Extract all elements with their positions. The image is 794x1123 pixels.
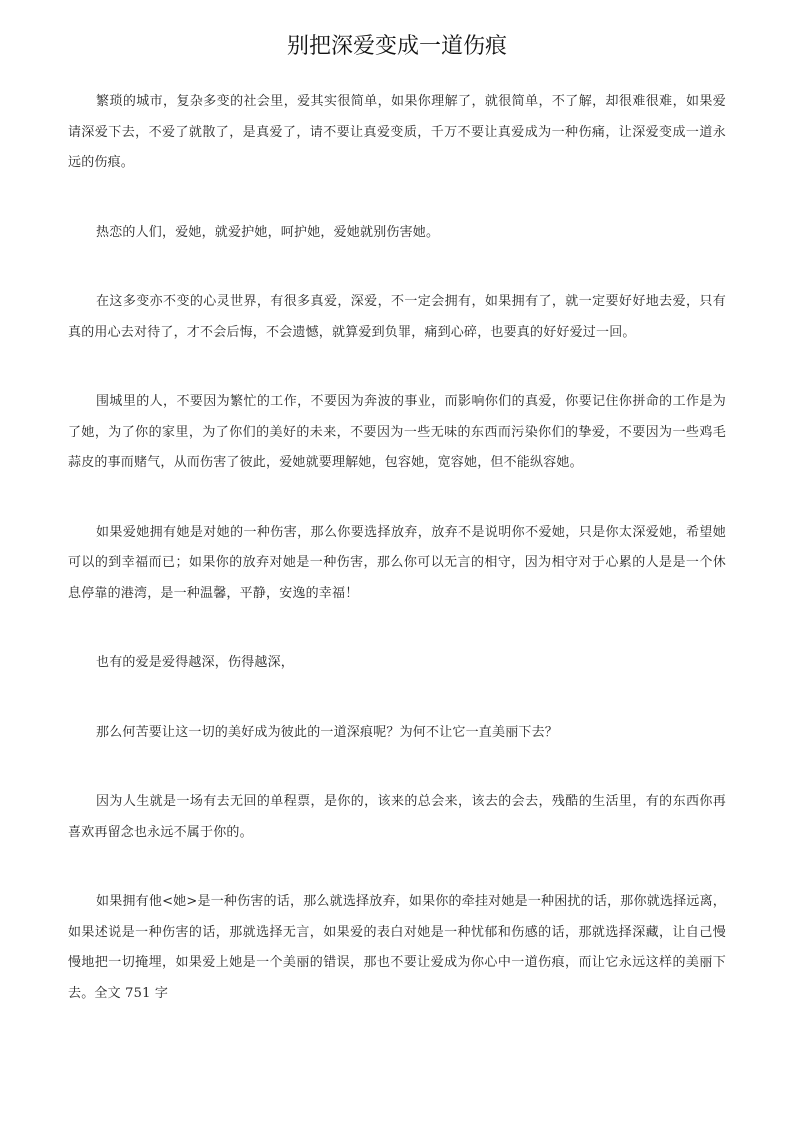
article-body xyxy=(68,87,726,1009)
paragraph: 也有的爱是爱得越深，伤得越深， xyxy=(96,655,295,670)
page-title: 别把深爱变成一道伤痕 xyxy=(286,34,507,59)
paragraph-spacer xyxy=(68,248,726,287)
paragraph: 因为人生就是一场有去无回的单程票，是你的，该来的总会来，该去的会去，残酷的生活里，有的东西你再喜欢再留念也永远不属于你的。 xyxy=(68,794,726,840)
paragraph: 那么何苦要让这一切的美好成为彼此的一道深痕呢？为何不让它一直美丽下去？ xyxy=(96,724,559,740)
paragraph: 如果爱她拥有她是对她的一种伤害，那么你要选择放弃，放弃不是说明你不爱她，只是你太深爱她，希望她可以的到幸福而已；如果你的放弃对她是一种伤害，那么你可以无言的相守，因为相守对于心累的人是是一个休息停靠的港湾，是一种温馨，平静，安逸的幸福！ xyxy=(68,524,726,601)
paragraph-spacer xyxy=(68,848,726,887)
paragraph: 繁琐的城市，复杂多变的社会里，爱其实很简单，如果你理解了，就很简单，不了解，却很难很难，如果爱请深爱下去，不爱了就散了，是真爱了，请不要让真爱变质，千万不要让真爱成为一种伤痛，让深爱变成一道永远的伤痕。 xyxy=(68,94,726,170)
paragraph: 热恋的人们，爱她，就爱护她，呵护她，爱她就别伤害她。 xyxy=(96,224,440,240)
paragraph: 围城里的人，不要因为繁忙的工作，不要因为奔波的事业，而影响你们的真爱，你要记住你拼命的工作是为了她，为了你的家里，为了你们的美好的未来，不要因为一些无味的东西而污染你们的挚爱，不要因为一些鸡毛蒜皮的事而赌气，从而伤害了彼此，爱她就要理解她，包容她，宽容她，但不能纵容她。 xyxy=(68,394,726,470)
paragraph-spacer xyxy=(68,479,726,518)
paragraph-spacer xyxy=(68,679,726,718)
paragraph: 如果拥有他<她>是一种伤害的话，那么就选择放弃，如果你的牵挂对她是一种困扰的话，那你就选择远离，如果述说是一种伤害的话，那就选择无言，如果爱的表白对她是一种忧郁和伤感的话，那就选择深藏，让自己慢慢地把一切掩埋，如果爱上她是一个美丽的错误，那也不要让爱成为你心中一道伤痕，而让它永远这样的美丽下去。全文 751 字 xyxy=(68,894,726,1001)
paragraph-spacer xyxy=(68,748,726,787)
paragraph: 在这多变亦不变的心灵世界，有很多真爱，深爱，不一定会拥有，如果拥有了，就一定要好好地去爱，只有真的用心去对待了，才不会后悔，不会遗憾，就算爱到负罪，痛到心碎，也要真的好好爱过一回。 xyxy=(68,294,726,340)
paragraph-spacer xyxy=(68,179,726,218)
paragraph-spacer xyxy=(68,609,726,648)
paragraph-spacer xyxy=(68,348,726,387)
